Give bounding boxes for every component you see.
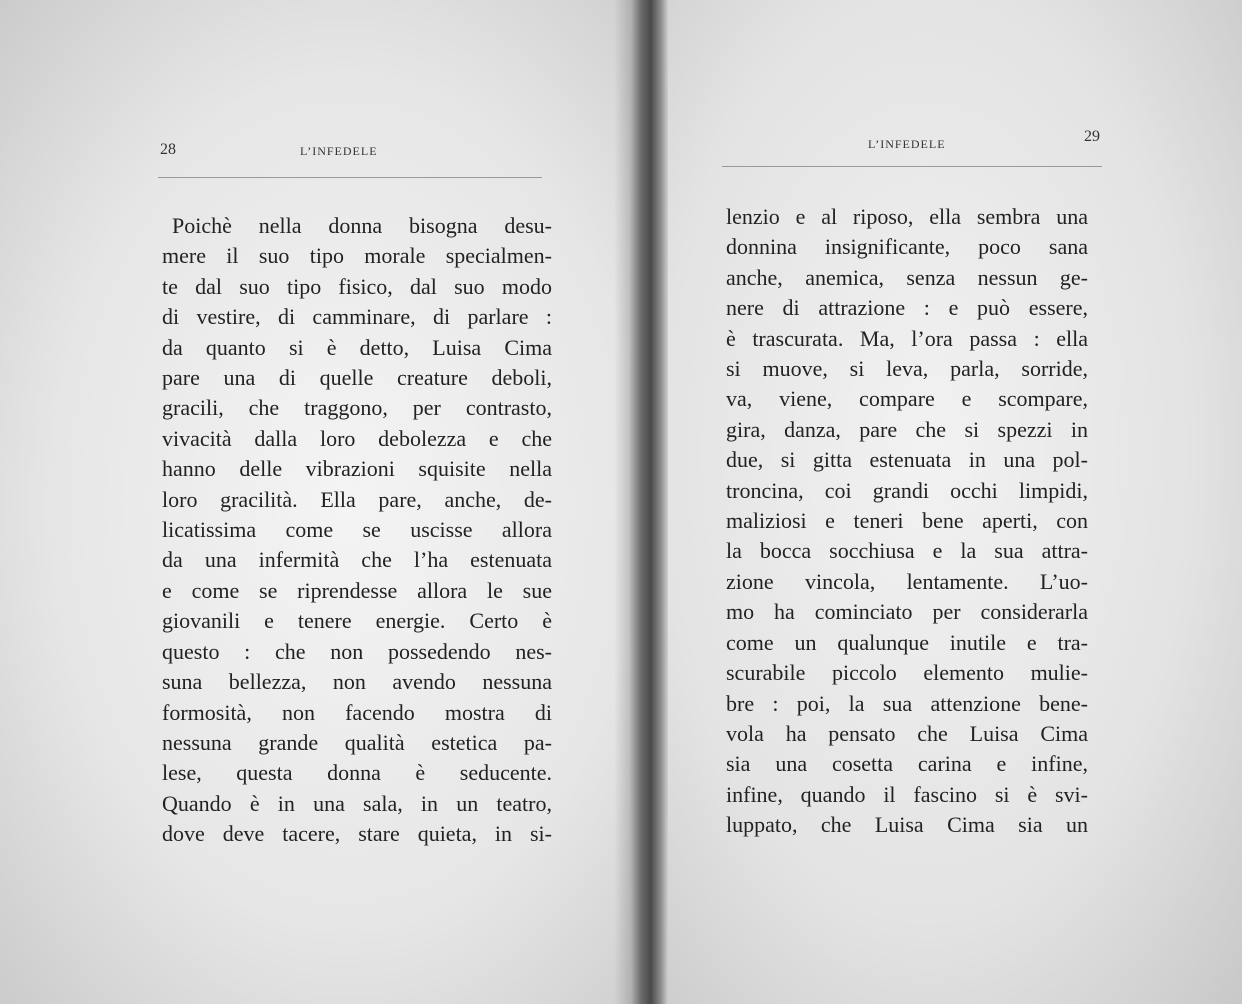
text-line: mere il suo tipo morale specialmen- [162,243,552,269]
text-line: da una infermità che l’ha estenuata [162,547,552,573]
text-line: loro gracilità. Ella pare, anche, de- [162,486,552,512]
text-line: sia una cosetta carina e infine, [726,751,1088,777]
text-line: come un qualunque inutile e tra- [726,629,1088,655]
text-line: suna bellezza, non avendo nessuna [162,669,552,695]
right-running-head: L’INFEDELE [868,137,946,151]
text-line: luppato, che Luisa Cima sia un [726,812,1088,838]
text-line: donnina insignificante, poco sana [726,234,1088,260]
text-line: vola ha pensato che Luisa Cima [726,720,1088,746]
text-line: gracili, che traggono, per contrasto, [162,395,552,421]
text-line: mo ha cominciato per considerarla [726,599,1088,625]
text-line: va, viene, compare e scompare, [726,386,1088,412]
text-line: te dal suo tipo fisico, dal suo modo [162,273,552,299]
text-line: lese, questa donna è seducente. [162,760,552,786]
text-line: Poichè nella donna bisogna desu- [172,213,552,238]
text-line: due, si gitta estenuata in una pol- [726,447,1088,473]
text-line: da quanto si è detto, Luisa Cima [162,334,552,360]
text-line: dove deve tacere, stare quieta, in si- [162,821,552,847]
text-line: maliziosi e teneri bene aperti, con [726,508,1088,534]
text-line: Quando è in una sala, in un teatro, [162,790,552,816]
right-page-text [726,202,1088,841]
book-gutter [630,0,668,1004]
text-line: infine, quando il fascino si è svi- [726,781,1088,807]
left-page-text [162,211,552,850]
text-line: zione vincola, lentamente. L’uo- [726,568,1088,594]
left-running-head: L’INFEDELE [300,144,378,158]
text-line: è trascurata. Ma, l’ora passa : ella [726,325,1088,351]
text-line: bre : poi, la sua attenzione bene- [726,690,1088,716]
text-line: nere di attrazione : e può essere, [726,295,1088,321]
text-line: vivacità dalla loro debolezza e che [162,425,552,451]
text-line: la bocca socchiusa e la sua attra- [726,538,1088,564]
text-line: anche, anemica, senza nessun ge- [726,264,1088,290]
text-line: troncina, coi grandi occhi limpidi, [726,477,1088,503]
text-line: giovanili e tenere energie. Certo è [162,608,552,634]
text-line: si muove, si leva, parla, sorride, [726,356,1088,382]
text-line: di vestire, di camminare, di parlare : [162,304,552,330]
left-page-number: 28 [160,141,176,158]
right-header-rule [722,166,1102,167]
right-page-number: 29 [1084,128,1100,145]
text-line: formosità, non facendo mostra di [162,699,552,725]
gutter-shadow [614,0,630,1004]
text-line: e come se riprendesse allora le sue [162,577,552,603]
text-line: licatissima come se uscisse allora [162,517,552,543]
text-line: gira, danza, pare che si spezzi in [726,416,1088,442]
text-line: questo : che non possedendo nes- [162,638,552,664]
text-line: pare una di quelle creature deboli, [162,365,552,391]
text-line: lenzio e al riposo, ella sembra una [726,204,1088,229]
text-line: nessuna grande qualità estetica pa- [162,729,552,755]
text-line: hanno delle vibrazioni squisite nella [162,456,552,482]
text-line: scurabile piccolo elemento mulie- [726,660,1088,686]
left-header-rule [158,177,542,178]
